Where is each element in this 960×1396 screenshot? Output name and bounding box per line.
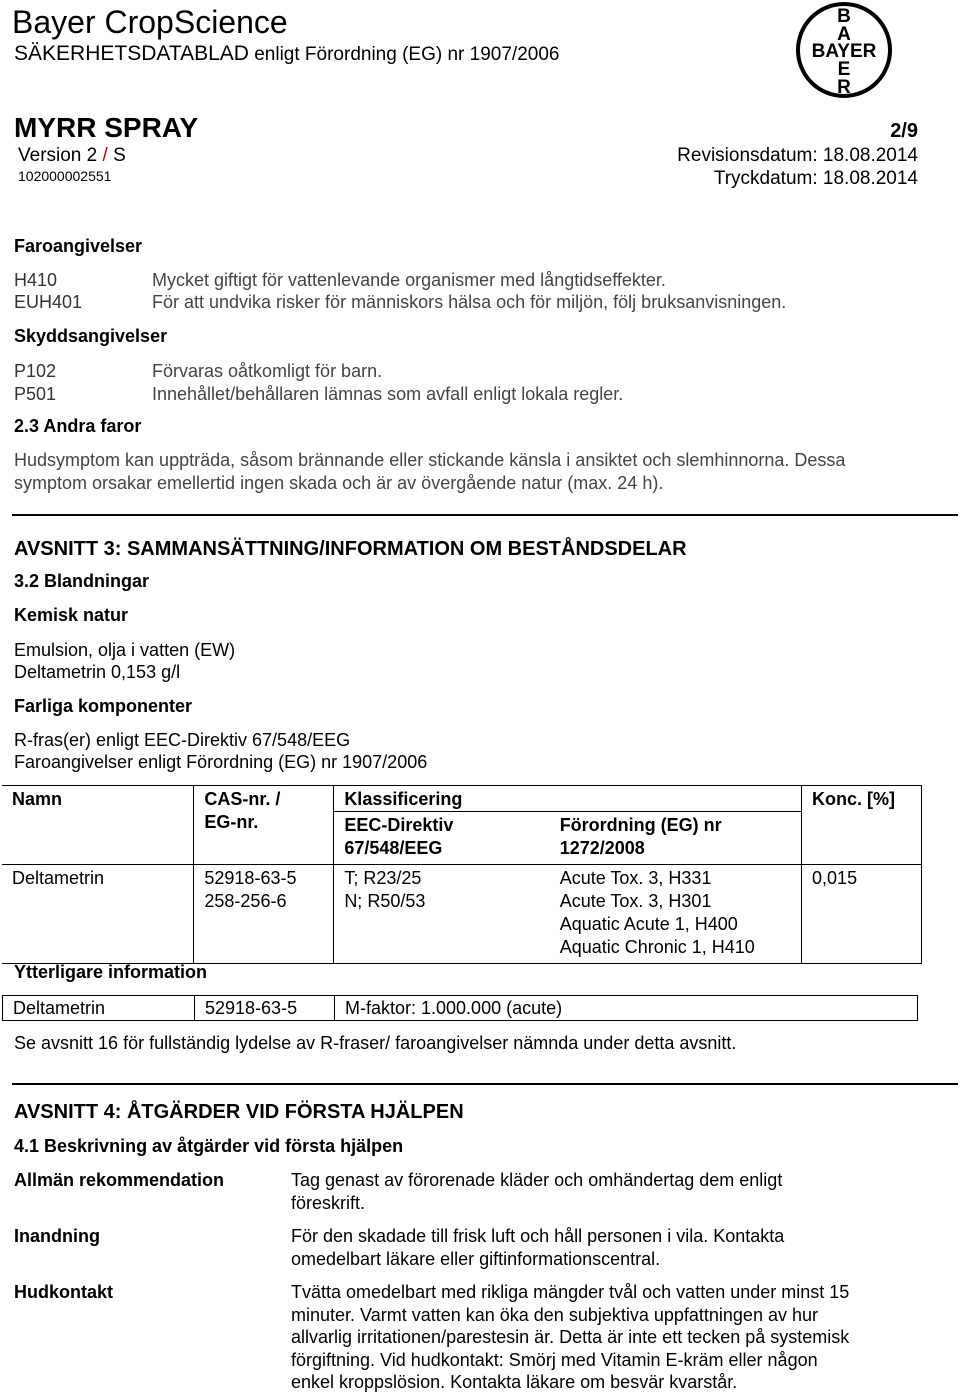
first-aid-line: Tag genast av förorenade kläder och omhändertag dem enligt <box>291 1170 783 1190</box>
cell-regulation-line: Acute Tox. 3, H331 <box>559 868 712 888</box>
header-concentration: Konc. [%] <box>802 786 922 865</box>
cell-eec <box>334 865 550 964</box>
first-aid-line: föreskrift. <box>291 1192 366 1213</box>
logo-letter-a: A <box>837 24 851 45</box>
hazard-code: EUH401 <box>14 292 83 312</box>
page-number: 2/9 <box>890 120 918 142</box>
chemical-nature-line: Deltametrin 0,153 g/l <box>14 662 181 682</box>
version-info <box>18 145 126 167</box>
version-slash: / <box>102 145 108 166</box>
m-factor-cas: 52918-63-5 <box>195 996 335 1021</box>
components-table <box>2 785 922 964</box>
first-aid-line: omedelbart läkare eller giftinformationscentral. <box>291 1248 661 1269</box>
document-title-main: SÄKERHETSDATABLAD <box>14 42 249 65</box>
version-language: S <box>113 145 126 166</box>
precaution-text: Förvaras oåtkomligt för barn. <box>152 361 383 381</box>
dangerous-components-heading: Farliga komponenter <box>14 696 193 716</box>
first-aid-line: förgiftning. Vid hudkontakt: Smörj med Vitamin E-kräm eller någon <box>291 1349 818 1370</box>
table-row <box>2 865 922 964</box>
cell-regulation-line: Aquatic Acute 1, H400 <box>559 914 738 934</box>
cell-cas-eg <box>194 865 334 964</box>
first-aid-inhalation-text <box>291 1225 931 1270</box>
header-eec-line2: 67/548/EEG <box>344 838 443 858</box>
section-divider <box>12 1083 958 1085</box>
section-3-2-heading: 3.2 Blandningar <box>14 571 150 591</box>
first-aid-line: allvarlig irritationen/parestesin är. Detta är inte ett tecken på systemisk <box>291 1327 850 1347</box>
version-number: 2 <box>86 145 98 166</box>
header-name: Namn <box>2 786 194 865</box>
m-factor-value: M-faktor: 1.000.000 (acute) <box>335 996 918 1021</box>
logo-letter-b: B <box>837 6 851 27</box>
first-aid-general-label: Allmän rekommendation <box>14 1170 225 1190</box>
table-row <box>3 996 918 1021</box>
chemical-nature-heading: Kemisk natur <box>14 605 129 625</box>
precaution-code: P102 <box>14 361 57 381</box>
m-factor-name: Deltametrin <box>3 996 195 1021</box>
other-hazards-heading: 2.3 Andra faror <box>14 416 142 436</box>
table-header-row <box>2 786 922 812</box>
section-4-title: AVSNITT 4: ÅTGÄRDER VID FÖRSTA HJÄLPEN <box>14 1101 464 1123</box>
chemical-nature-line: Emulsion, olja i vatten (EW) <box>14 640 236 660</box>
first-aid-line: minuter. Varmt vatten kan öka den subjektiva uppfattningen av hur <box>291 1304 818 1325</box>
header-eec <box>334 812 550 865</box>
print-date: Tryckdatum: 18.08.2014 <box>713 168 918 189</box>
precaution-code: P501 <box>14 384 57 404</box>
first-aid-inhalation-label: Inandning <box>14 1226 100 1246</box>
dangerous-components-line: Faroangivelser enligt Förordning (EG) nr 1907/2006 <box>14 752 428 772</box>
first-aid-line: För den skadade till frisk luft och håll personen i vila. Kontakta <box>291 1226 785 1246</box>
section-divider <box>12 514 958 516</box>
company-name: Bayer CropScience <box>12 4 288 40</box>
hazard-text: För att undvika risker för människors hälsa och för miljön, följ bruksanvisningen. <box>152 292 787 312</box>
m-factor-table <box>2 995 918 1021</box>
revision-date: Revisionsdatum: 18.08.2014 <box>677 145 918 166</box>
bayer-logo <box>794 0 894 100</box>
product-name: MYRR SPRAY <box>14 112 199 143</box>
first-aid-line: Tvätta omedelbart med rikliga mängder tvål och vatten under minst 15 <box>291 1282 850 1302</box>
header-regulation-line2: 1272/2008 <box>559 838 645 858</box>
cell-eec-line: N; R50/53 <box>344 891 426 911</box>
cell-regulation-line: Aquatic Chronic 1, H410 <box>559 937 755 957</box>
hazard-text: Mycket giftigt för vattenlevande organismer med långtidseffekter. <box>152 270 666 290</box>
cell-regulation <box>550 865 802 964</box>
cell-regulation-line: Acute Tox. 3, H301 <box>559 891 712 911</box>
header-cas-eg <box>194 786 334 865</box>
cell-eec-line: T; R23/25 <box>344 868 422 888</box>
section-3-title: AVSNITT 3: SAMMANSÄTTNING/INFORMATION OM BESTÅNDSDELAR <box>14 538 687 560</box>
first-aid-line: enkel kroppslösion. Kontakta läkare om besvär kvarstår. <box>291 1372 738 1392</box>
first-aid-skin-label: Hudkontakt <box>14 1282 113 1302</box>
header-eec-line1: EEC-Direktiv <box>344 815 454 835</box>
logo-word: BAYER <box>811 41 877 62</box>
header-classification: Klassificering <box>334 786 802 812</box>
hazard-code: H410 <box>14 270 58 290</box>
other-hazards-text-line: Hudsymptom kan uppträda, såsom brännande eller stickande känsla i ansiktet och slemhinnorna. Dessa <box>14 450 846 470</box>
cell-name: Deltametrin <box>2 865 194 964</box>
header-regulation <box>550 812 802 865</box>
header-cas: CAS-nr. / <box>204 789 281 809</box>
cell-eg: 258-256-6 <box>204 891 287 911</box>
version-label: Version <box>18 145 82 166</box>
header-eg: EG-nr. <box>204 812 259 832</box>
first-aid-skin-text <box>291 1281 931 1394</box>
section-3-note: Se avsnitt 16 för fullständig lydelse av R-fraser/ faroangivelser nämnda under detta avsnitt. <box>14 1033 737 1053</box>
hazard-heading: Faroangivelser <box>14 236 143 256</box>
precaution-heading: Skyddsangivelser <box>14 326 168 346</box>
header-regulation-line1: Förordning (EG) nr <box>559 815 722 835</box>
dangerous-components-line: R-fras(er) enligt EEC-Direktiv 67/548/EEG <box>14 730 351 750</box>
logo-letter-e: E <box>837 59 851 80</box>
cell-cas: 52918-63-5 <box>204 868 297 888</box>
other-hazards-text-line: symptom orsakar emellertid ingen skada och är av övergående natur (max. 24 h). <box>14 473 664 493</box>
further-info-heading: Ytterligare information <box>14 962 208 982</box>
section-4-1-heading: 4.1 Beskrivning av åtgärder vid första hjälpen <box>14 1136 404 1156</box>
document-title-regulation: enligt Förordning (EG) nr 1907/2006 <box>254 44 560 65</box>
material-number: 102000002551 <box>18 168 112 184</box>
document-title <box>14 42 559 66</box>
precaution-text: Innehållet/behållaren lämnas som avfall enligt lokala regler. <box>152 384 624 404</box>
cell-concentration: 0,015 <box>802 865 922 964</box>
first-aid-general-text <box>291 1169 931 1214</box>
logo-letter-r: R <box>837 77 851 98</box>
